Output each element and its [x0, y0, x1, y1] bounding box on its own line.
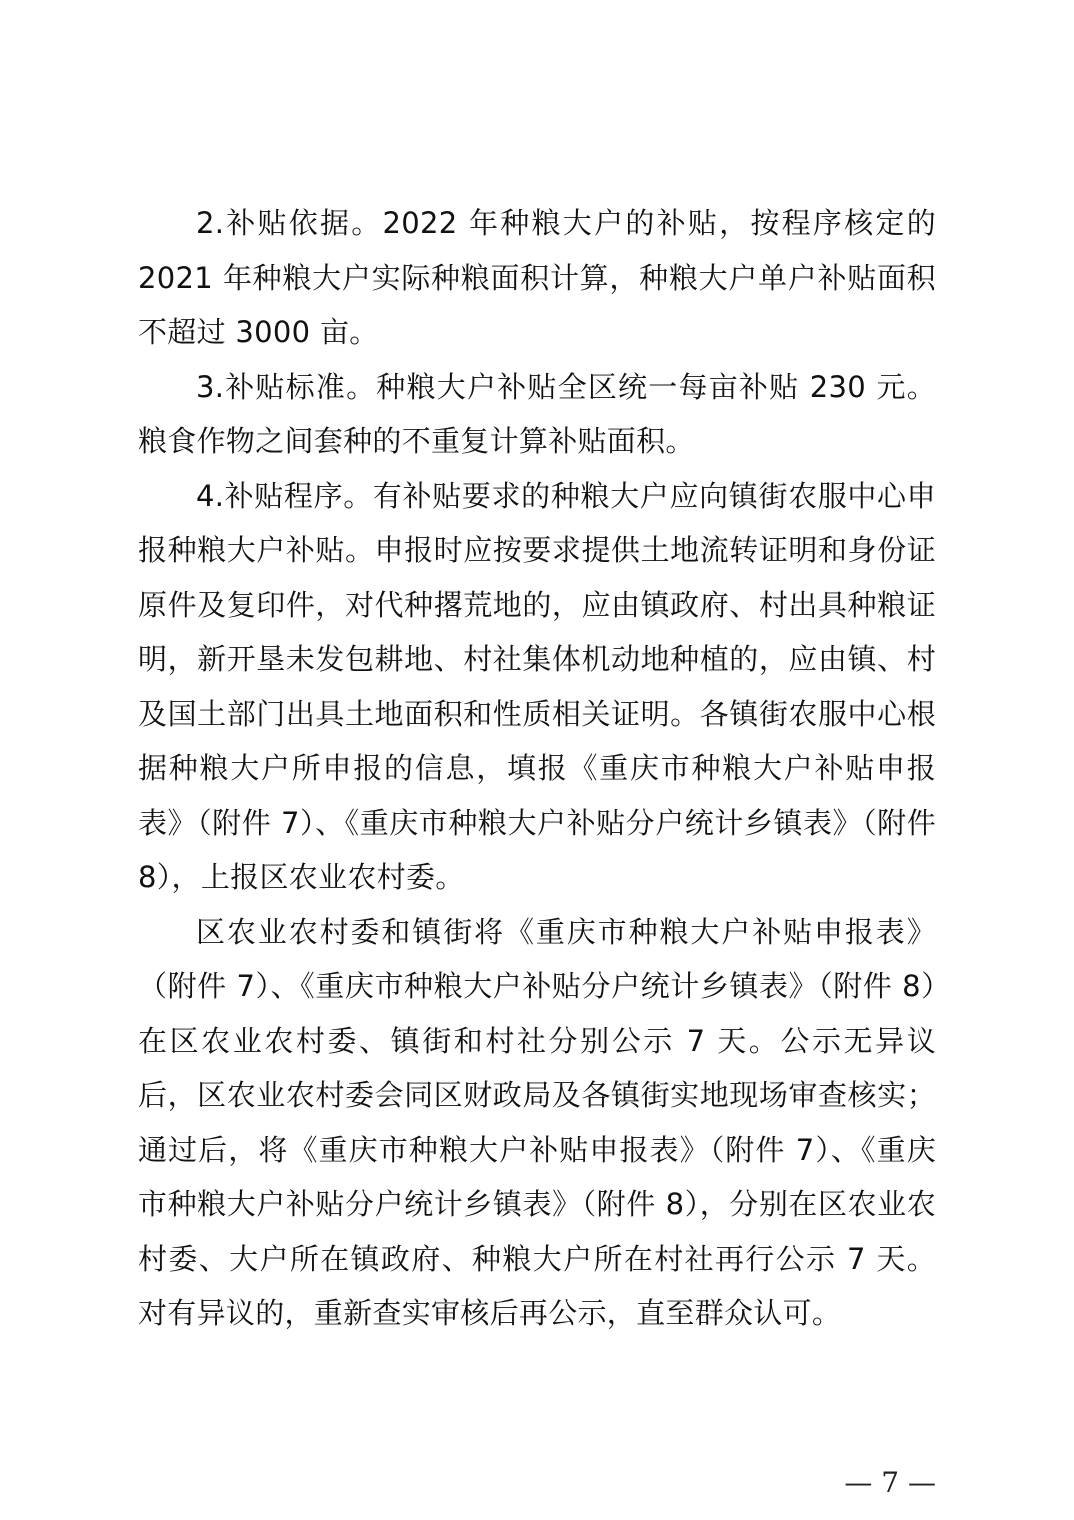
paragraph-subsidy-procedure: 4.补贴程序。有补贴要求的种粮大户应向镇街农服中心申报种粮大户补贴。申报时应按要求提供土地流转证明和身份证原件及复印件，对代种撂荒地的，应由镇政府、村出具种粮证明，新开垦未发包耕地、村社集体机动地种植的，应由镇、村及国土部门出具土地面积和性质相关证明。各镇街农服中心根据种粮大户所申报的信息，填报《重庆市种粮大户补贴申报表》（附件 7）、《重庆市种粮大户补贴分户统计乡镇表》（附件 8），上报区农业农村委。	[138, 478, 936, 894]
paragraph-subsidy-standard: 3.补贴标准。种粮大户补贴全区统一每亩补贴 230 元。粮食作物之间套种的不重复计算补贴面积。	[138, 369, 936, 458]
paragraph-subsidy-basis: 2.补贴依据。2022 年种粮大户的补贴，按程序核定的 2021 年种粮大户实际种粮面积计算，种粮大户单户补贴面积不超过 3000 亩。	[138, 206, 936, 349]
document-body	[138, 196, 936, 1341]
paragraph-publicity-process: 区农业农村委和镇街将《重庆市种粮大户补贴申报表》（附件 7）、《重庆市种粮大户补贴分户统计乡镇表》（附件 8）在区农业农村委、镇街和村社分别公示 7 天。公示无异议后，区农业农村委会同区财政局及各镇街实地现场审查核实；通过后，将《重庆市种粮大户补贴申报表》（附件 7）、《重庆市种粮大户补贴分户统计乡镇表》（附件 8），分别在区农业农村委、大户所在镇政府、种粮大户所在村社再行公示 7 天。对有异议的，重新查实审核后再公示，直至群众认可。	[138, 914, 936, 1330]
page-number: — 7 —	[844, 1466, 936, 1499]
